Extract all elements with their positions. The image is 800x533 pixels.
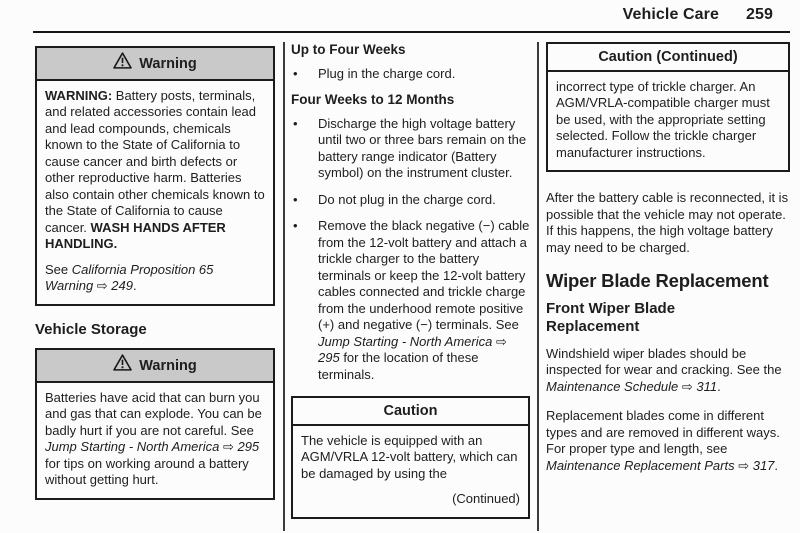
reference-link-text: Jump Starting - North America ⇨ 295 <box>45 439 260 454</box>
warning-triangle-icon <box>113 52 132 74</box>
warning-body <box>37 383 273 498</box>
header-rule <box>33 31 790 33</box>
list-item <box>291 66 530 83</box>
bullet-icon: • <box>293 191 298 207</box>
four-weeks-to-12-months-heading: Four Weeks to 12 Months <box>291 92 455 107</box>
reference-prefix: See <box>45 261 72 277</box>
warning-body <box>37 81 273 304</box>
column-divider-2 <box>537 42 539 531</box>
list-item-text-part: for the location of these terminals. <box>318 350 479 382</box>
front-wiper-blade-heading: Front Wiper Blade Replacement <box>546 299 676 335</box>
caution-continued-box <box>546 42 790 172</box>
paragraph-text-part: . <box>717 378 721 394</box>
caution-body <box>293 426 528 517</box>
caution-continued-title: Caution (Continued) <box>598 49 738 65</box>
warning-box-battery-lead <box>35 46 275 306</box>
bullet-icon: • <box>293 218 298 233</box>
warning-triangle-icon <box>113 354 132 376</box>
warning-paragraph <box>45 88 265 253</box>
reference-link-text: Maintenance Schedule ⇨ 311 <box>546 378 718 394</box>
wiper-inspection-paragraph <box>546 346 790 396</box>
continued-label: (Continued) <box>452 491 520 506</box>
list-item-text: Do not plug in the charge cord. <box>318 191 496 207</box>
list-item <box>291 116 530 182</box>
list-item <box>291 218 530 383</box>
paragraph-text-part: Replacement blades come in different types and are removed in different ways. For proper type and length, see <box>546 408 780 456</box>
caution-box <box>291 396 530 519</box>
column-2 <box>291 42 530 519</box>
caution-paragraph: The vehicle is equipped with an AGM/VRLA 12-volt battery, which can be damaged by using the <box>301 432 518 481</box>
section-title: Vehicle Care <box>622 6 719 23</box>
warning-title: Warning <box>139 55 197 72</box>
column-1 <box>35 46 275 514</box>
page-number: 259 <box>746 6 773 23</box>
replacement-blades-paragraph <box>546 408 790 474</box>
list-item <box>291 192 530 209</box>
caution-header <box>293 398 528 426</box>
reference-link-text: Jump Starting - North America ⇨ 295 <box>318 333 507 365</box>
list-item-text <box>318 218 530 383</box>
page-header <box>33 6 773 24</box>
bullet-icon: • <box>293 65 298 81</box>
column-divider-1 <box>283 42 285 531</box>
reference-suffix: . <box>132 278 137 293</box>
column-3 <box>546 42 790 487</box>
warning-lead-text: WARNING: <box>45 87 113 103</box>
wiper-blade-replacement-heading: Wiper Blade Replacement <box>546 270 769 291</box>
warning-header <box>37 48 273 81</box>
caution-body <box>548 72 788 171</box>
paragraph-text-part: . <box>774 457 779 473</box>
list-item-text-part: Remove the black negative (−) cable from the 12-volt battery and attach a trickle charger to the battery terminals or keep the 12-volt battery cables connected and trickle charge from the underhood remote positive (+) and negative (−) terminals. See <box>318 218 530 332</box>
warning-paragraph <box>45 390 265 489</box>
warning-text: Batteries have acid that can burn you and gas that can explode. You can be badly hurt if you are not careful. See <box>45 389 262 438</box>
warning-header <box>37 350 273 383</box>
cross-reference <box>45 262 265 295</box>
list-item-text: Discharge the high voltage battery until two or three bars remain on the battery range indicator (Battery symbol) on the instrument cluster. <box>318 115 527 180</box>
reference-link-text: California Proposition 65 Warning ⇨ 249 <box>45 261 214 293</box>
list-item-text: Plug in the charge cord. <box>318 65 456 81</box>
paragraph-text-part: Windshield wiper blades should be inspected for wear and cracking. See the <box>546 345 782 377</box>
bullet-icon: • <box>293 115 298 131</box>
caution-title: Caution <box>383 403 438 419</box>
caution-header <box>548 44 788 72</box>
warning-tail-text: WASH HANDS AFTER HANDLING. <box>45 219 226 251</box>
warning-text: for tips on working around a battery without getting hurt. <box>45 455 249 487</box>
warning-box-battery-acid <box>35 348 275 500</box>
reference-link-text: Maintenance Replacement Parts ⇨ 317 <box>546 457 775 473</box>
warning-title: Warning <box>139 357 197 374</box>
up-to-four-weeks-heading: Up to Four Weeks <box>291 42 406 57</box>
battery-reconnect-paragraph: After the battery cable is reconnected, it is possible that the vehicle may not operate. If this happens, the high voltage battery may need to be charged. <box>546 190 789 255</box>
vehicle-storage-heading: Vehicle Storage <box>35 320 147 338</box>
caution-paragraph: incorrect type of trickle charger. An AGM/VRLA-compatible charger must be used, with the appropriate setting selected. Follow the trickle charger manufacturer instructions. <box>556 78 770 160</box>
warning-text: Battery posts, terminals, and related accessories contain lead and lead compounds, chemicals known to the State of California to cause cancer and birth defects or other reproductive harm. Batteries also contain other chemicals known to the State of California to cause cancer. <box>45 87 265 235</box>
